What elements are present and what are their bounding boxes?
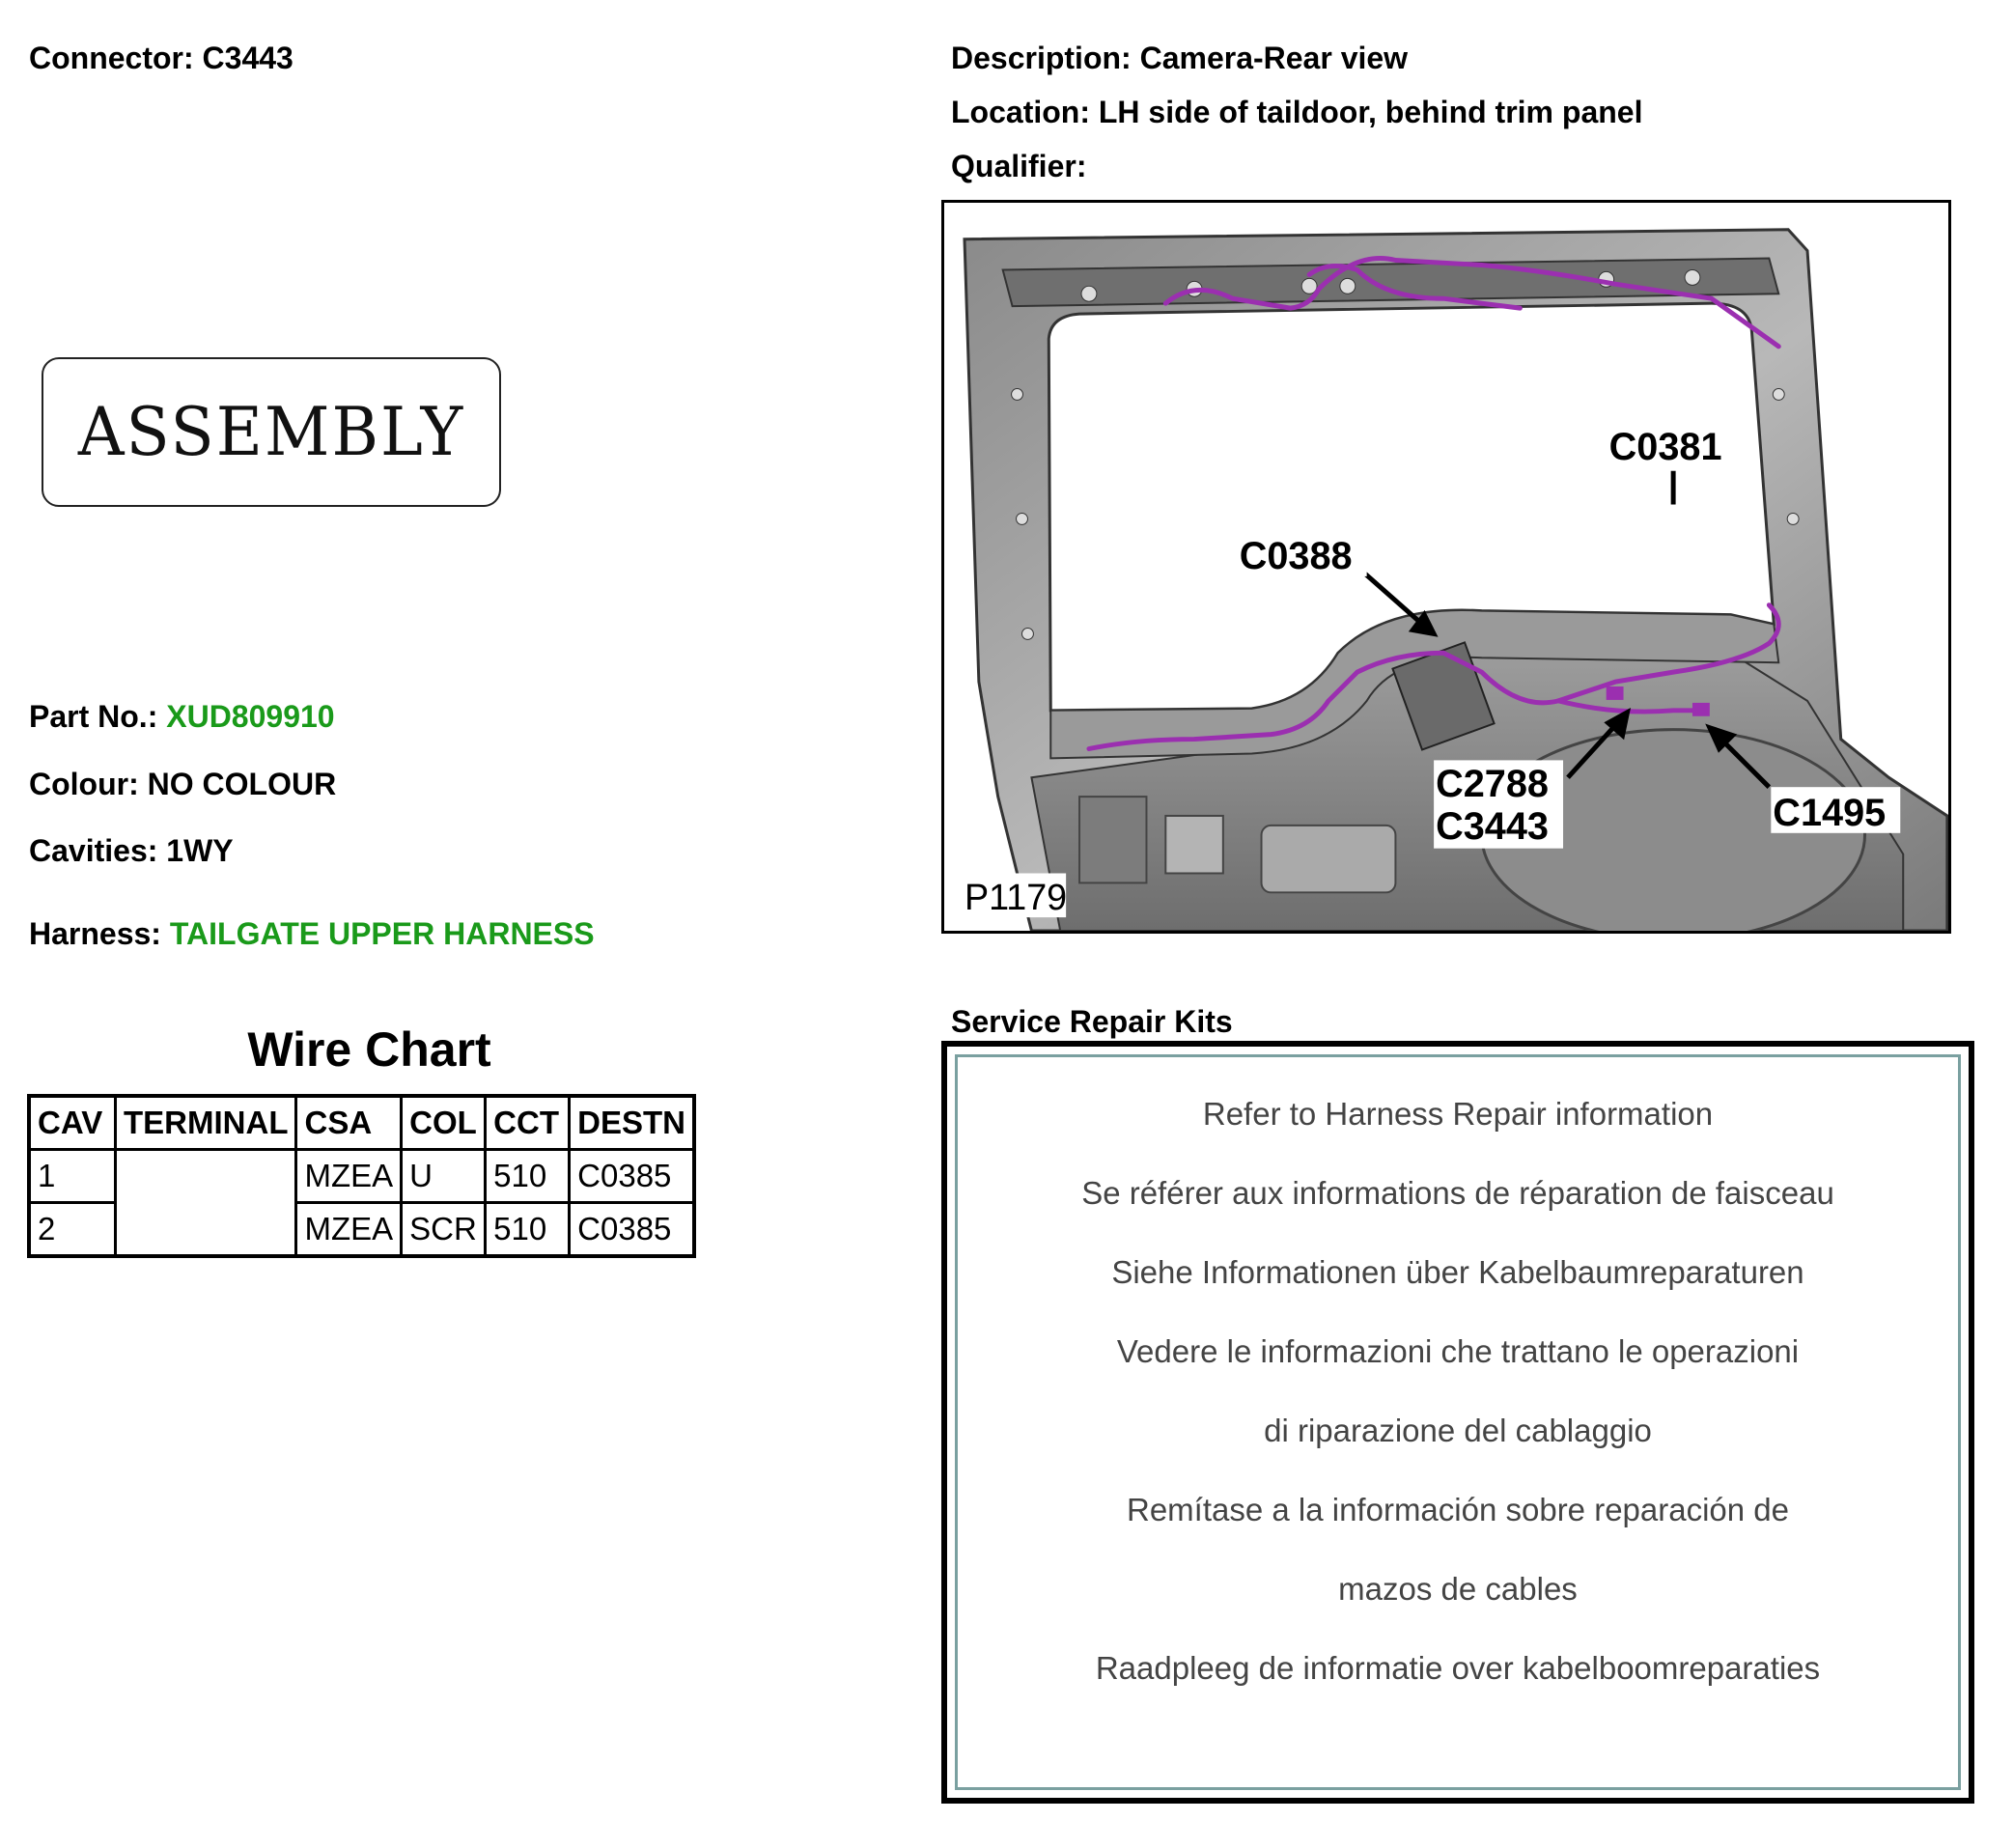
cav-cell: 2 <box>29 1203 116 1257</box>
description-label: Description: <box>951 41 1132 75</box>
column-header-terminal: TERMINAL <box>116 1096 296 1150</box>
callout-c0388: C0388 <box>1239 534 1353 577</box>
col-cell: SCR <box>402 1203 486 1257</box>
cavities-value: 1WY <box>166 833 234 868</box>
csa-cell: MZEA <box>296 1150 402 1203</box>
cav-cell: 1 <box>29 1150 116 1203</box>
repair-info-line: Vedere le informazioni che trattano le operazioni <box>1116 1333 1800 1369</box>
colour-label: Colour: <box>29 767 139 801</box>
colour-line <box>29 769 336 799</box>
description-value: Camera-Rear view <box>1139 41 1409 75</box>
description-line <box>951 42 1408 73</box>
csa-cell: MZEA <box>296 1203 402 1257</box>
service-repair-kits-panel <box>941 1041 1974 1804</box>
column-header-destn: DESTN <box>570 1096 694 1150</box>
repair-info-line: Refer to Harness Repair information <box>1202 1096 1714 1132</box>
repair-info-line: Raadpleeg de informatie over kabelboomreparaties <box>1095 1650 1821 1686</box>
wire-chart-table <box>27 1094 696 1258</box>
service-repair-kits-title: Service Repair Kits <box>951 1004 1233 1039</box>
harness-value[interactable]: TAILGATE UPPER HARNESS <box>169 916 595 951</box>
location-label: Location: <box>951 95 1090 129</box>
colour-value: NO COLOUR <box>147 767 337 801</box>
assembly-box <box>42 357 501 507</box>
wire-chart-header-row <box>29 1096 694 1150</box>
column-header-csa: CSA <box>296 1096 402 1150</box>
destn-cell[interactable]: C0385 <box>570 1203 694 1257</box>
terminal-cell <box>116 1150 296 1257</box>
harness-line <box>29 918 595 949</box>
repair-info-line: mazos de cables <box>1338 1571 1578 1607</box>
repair-info-line: Se référer aux informations de réparation de faisceau <box>1081 1175 1834 1211</box>
connector-label: Connector: <box>29 41 194 75</box>
connector-heading <box>29 42 294 73</box>
qualifier-line <box>951 151 1086 182</box>
column-header-cct: CCT <box>486 1096 570 1150</box>
col-cell: U <box>402 1150 486 1203</box>
taildoor-illustration <box>944 203 1948 931</box>
wire-chart-title: Wire Chart <box>247 1022 491 1077</box>
table-row <box>29 1150 694 1203</box>
repair-info-line: Siehe Informationen über Kabelbaumreparaturen <box>1111 1254 1804 1290</box>
repair-info-line: Remítase a la información sobre reparación de <box>1126 1492 1790 1527</box>
location-line <box>951 97 1642 127</box>
location-diagram <box>941 200 1951 934</box>
figure-id: P1179 <box>964 877 1068 918</box>
column-header-col: COL <box>402 1096 486 1150</box>
callout-c3443: C3443 <box>1436 804 1549 848</box>
destn-cell[interactable]: C0385 <box>570 1150 694 1203</box>
repair-info-line: di riparazione del cablaggio <box>1264 1413 1652 1448</box>
cct-cell: 510 <box>486 1203 570 1257</box>
part-no-line <box>29 701 335 732</box>
location-value: LH side of taildoor, behind trim panel <box>1098 95 1643 129</box>
qualifier-label: Qualifier: <box>951 149 1087 183</box>
assembly-label: ASSEMBLY <box>77 393 465 471</box>
connector-value: C3443 <box>202 41 294 75</box>
cct-cell: 510 <box>486 1150 570 1203</box>
part-no-value[interactable]: XUD809910 <box>166 699 335 734</box>
cavities-label: Cavities: <box>29 833 158 868</box>
part-no-label: Part No.: <box>29 699 158 734</box>
callout-c1495: C1495 <box>1773 791 1887 834</box>
service-repair-kits-inner <box>955 1054 1961 1790</box>
callout-c0381: C0381 <box>1608 425 1722 468</box>
column-header-cav: CAV <box>29 1096 116 1150</box>
cavities-line <box>29 835 234 866</box>
callout-c2788: C2788 <box>1436 763 1549 806</box>
harness-label: Harness: <box>29 916 161 951</box>
